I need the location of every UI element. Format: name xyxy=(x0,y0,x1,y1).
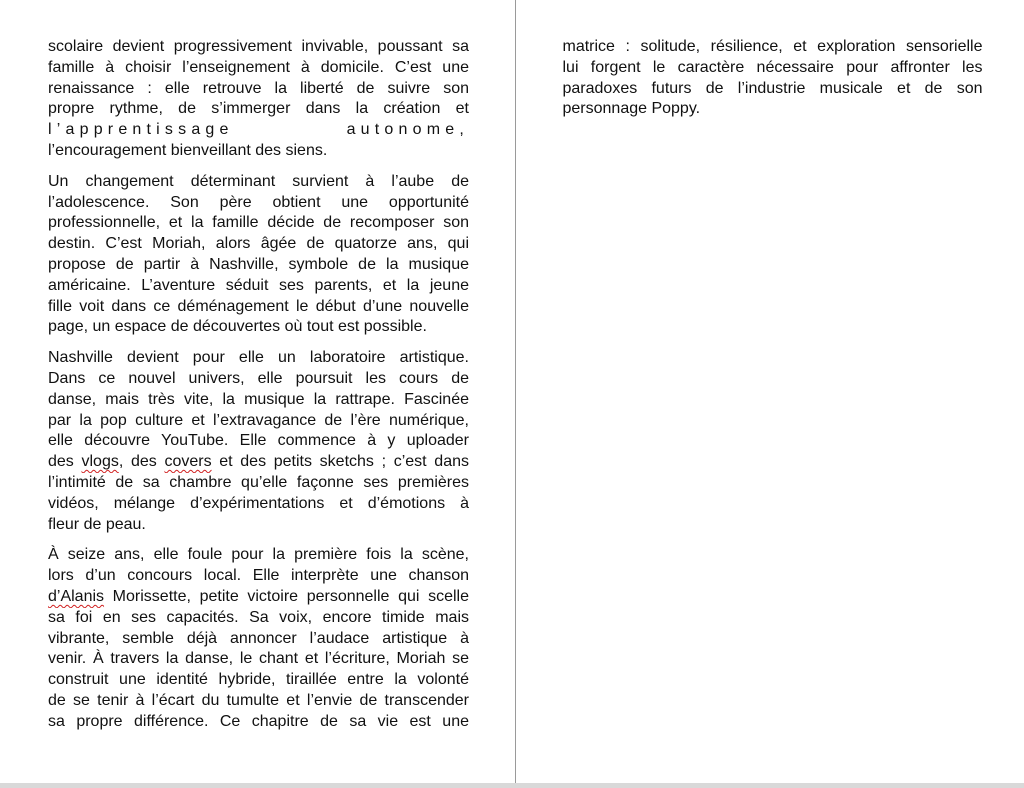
text-line: propose de partir à Nashville, symbole de la musique xyxy=(48,255,469,273)
text-line: famille à choisir l’enseignement à domicile. C’est une xyxy=(48,58,469,76)
text-line: matrice : solitude, résilience, et exploration sensorielle xyxy=(562,38,983,55)
text-line: de se tenir à l’écart du tumulte et l’envie de transcender xyxy=(48,691,469,709)
left-text-column xyxy=(48,37,469,743)
text-line: sa foi en ses capacités. Sa voix, encore timide mais xyxy=(48,608,469,626)
text-line: fleur de peau. xyxy=(48,515,146,533)
text-line: propre rythme, de s’immerger dans la création et xyxy=(48,100,469,118)
text-line-with-misspellings: d’Alanis Morissette, petite victoire personnelle qui scelle xyxy=(48,587,469,605)
text-line: elle découvre YouTube. Elle commence à y uploader xyxy=(48,432,469,450)
viewer-bottom-edge xyxy=(0,783,1024,788)
text-line: renaissance : elle retrouve la liberté de suivre son xyxy=(48,79,469,97)
text-line: l’encouragement bienveillant des siens. xyxy=(48,141,328,159)
text-line: Un changement déterminant survient à l’aube de xyxy=(48,172,469,190)
right-page xyxy=(516,0,1024,783)
text-line: fille voit dans ce déménagement le début d’une nouvelle xyxy=(48,297,469,315)
text-line: Dans ce nouvel univers, elle poursuit les cours de xyxy=(48,369,469,387)
paragraph xyxy=(48,37,469,162)
text-line: danse, mais très vite, la musique la rattrape. Fascinée xyxy=(48,390,469,408)
paragraph xyxy=(563,37,983,120)
text-line: paradoxes futurs de l’industrie musicale et de son xyxy=(562,79,983,97)
text-line: lui forgent le caractère nécessaire pour affronter les xyxy=(562,58,983,76)
text-line: personnage Poppy. xyxy=(562,100,701,118)
text-line: sa propre différence. Ce chapitre de sa vie est une xyxy=(48,712,469,730)
text-line: page, un espace de découvertes où tout est possible. xyxy=(48,318,427,336)
text-line: l’adolescence. Son père obtient une opportunité xyxy=(48,193,469,211)
text-line: par la pop culture et l’extravagance de l’ère numérique, xyxy=(48,411,469,429)
text-line: construit une identité hybride, tiraillée entre la volonté xyxy=(48,671,469,689)
text-line-with-misspellings: des vlogs, des covers et des petits sketchs ; c’est dans xyxy=(48,453,469,471)
text-line: l’intimité de sa chambre qu’elle façonne ses premières xyxy=(48,473,469,491)
text-line: professionnelle, et la famille décide de recomposer son xyxy=(48,214,469,232)
misspelled-word[interactable]: vlogs xyxy=(81,453,119,471)
right-text-column xyxy=(563,37,983,130)
text-line: l’apprentissage autonome, xyxy=(48,121,469,139)
misspelled-word[interactable]: covers xyxy=(164,453,212,471)
text-line: vibrante, semble déjà annoncer l’audace artistique à xyxy=(48,629,469,647)
text-line: lors d’un concours local. Elle interprète une chanson xyxy=(48,567,469,585)
text-line: scolaire devient progressivement invivable, poussant sa xyxy=(48,38,469,55)
misspelled-word[interactable]: d’Alanis xyxy=(48,587,105,605)
paragraph xyxy=(48,545,469,732)
text-line: américaine. L’aventure séduit ses parents, et la jeune xyxy=(48,276,469,294)
text-line: venir. À travers la danse, le chant et l’écriture, Moriah se xyxy=(48,650,469,668)
left-page xyxy=(0,0,515,783)
text-line: À seize ans, elle foule pour la première fois la scène, xyxy=(48,546,469,564)
paragraph xyxy=(48,348,469,535)
text-line: destin. C’est Moriah, alors âgée de quatorze ans, qui xyxy=(48,235,469,253)
paragraph xyxy=(48,172,469,338)
text-line: vidéos, mélange d’expérimentations et d’émotions à xyxy=(48,494,469,512)
text-line: Nashville devient pour elle un laboratoire artistique. xyxy=(48,349,469,367)
